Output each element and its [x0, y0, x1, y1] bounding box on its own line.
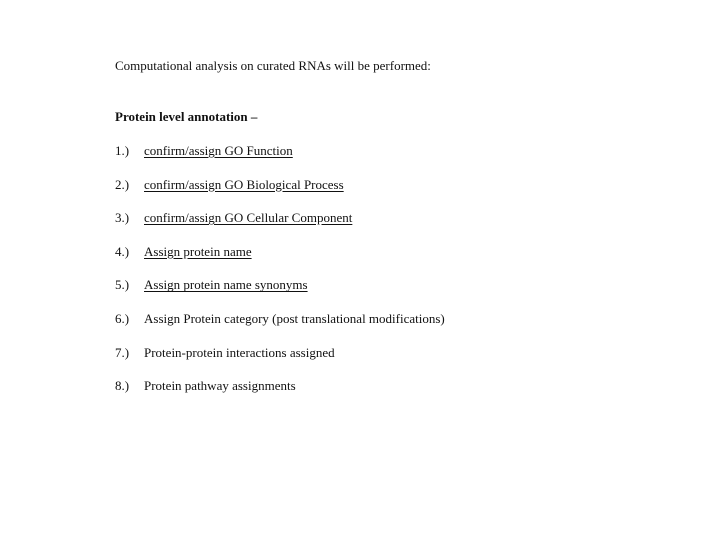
list-item-text: Protein pathway assignments	[144, 378, 296, 394]
section-heading: Protein level annotation –	[115, 109, 258, 124]
list-item	[115, 210, 445, 244]
list-item-text: Assign Protein category (post translational modifications)	[144, 310, 445, 326]
list-item	[115, 244, 445, 278]
list-item	[115, 378, 445, 412]
list-item-number: 2.)	[115, 176, 130, 192]
intro-text: Computational analysis on curated RNAs will be performed:	[115, 58, 431, 73]
list-item	[115, 177, 445, 211]
list-item-text: confirm/assign GO Function	[144, 143, 293, 158]
list-item-text: confirm/assign GO Biological Process	[144, 176, 344, 192]
list-item-number: 4.)	[115, 243, 130, 259]
list-item	[115, 277, 445, 311]
list-item-text: confirm/assign GO Cellular Component	[144, 210, 353, 226]
list-item-number: 5.)	[115, 277, 130, 293]
task-list	[115, 143, 445, 412]
list-item-text: Assign protein name synonyms	[144, 277, 308, 293]
list-item-text: Assign protein name	[144, 243, 252, 259]
list-item-number: 1.)	[115, 143, 130, 158]
list-item-number: 7.)	[115, 344, 130, 360]
list-item-number: 6.)	[115, 310, 130, 326]
list-item-text: Protein-protein interactions assigned	[144, 344, 335, 360]
list-item-number: 8.)	[115, 378, 130, 394]
list-item	[115, 143, 445, 177]
list-item-number: 3.)	[115, 210, 130, 226]
list-item	[115, 311, 445, 345]
list-item	[115, 345, 445, 379]
